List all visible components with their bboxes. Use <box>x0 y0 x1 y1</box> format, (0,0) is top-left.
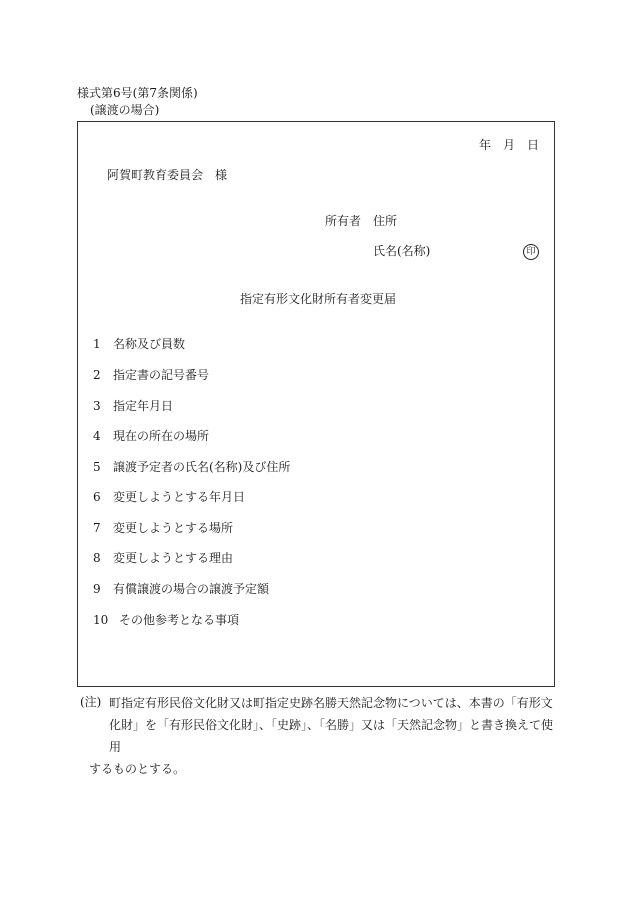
item-label: 変更しようとする理由 <box>113 551 234 565</box>
list-item <box>93 521 233 535</box>
list-item <box>93 399 173 413</box>
item-label: 変更しようとする場所 <box>113 521 234 535</box>
item-label: 譲渡予定者の氏名(名称)及び住所 <box>113 460 291 474</box>
list-item <box>93 613 239 627</box>
item-label: 名称及び員数 <box>113 337 186 351</box>
list-item <box>93 490 245 504</box>
item-number: 5 <box>93 460 101 474</box>
addressee: 阿賀町教育委員会 様 <box>107 168 228 182</box>
item-label: 指定書の記号番号 <box>113 368 210 382</box>
list-item <box>93 460 290 474</box>
owner-address-label: 所有者 住所 <box>325 214 398 228</box>
item-number: 7 <box>93 521 101 535</box>
list-item <box>93 368 209 382</box>
item-number: 4 <box>93 429 101 443</box>
list-item <box>93 429 209 443</box>
item-label: 現在の所在の場所 <box>113 429 210 443</box>
item-number: 6 <box>93 490 101 504</box>
form-title: 指定有形文化財所有者変更届 <box>240 292 397 306</box>
seal-mark: 印 <box>523 244 539 260</box>
item-label: 有償譲渡の場合の譲渡予定額 <box>113 582 270 596</box>
note-text <box>89 692 557 780</box>
item-number: 8 <box>93 551 101 565</box>
date-field: 年 月 日 <box>479 138 540 152</box>
item-number: 3 <box>93 399 101 413</box>
form-number: 様式第6号(第7条関係) <box>77 86 198 100</box>
item-number: 9 <box>93 582 101 596</box>
item-label: 変更しようとする年月日 <box>113 490 246 504</box>
note-line-3: するものとする。 <box>89 762 186 776</box>
note-label: (注) <box>80 695 102 709</box>
list-item <box>93 337 185 351</box>
item-number: 1 <box>93 337 101 351</box>
owner-name-label: 氏名(名称) <box>373 244 431 258</box>
list-item <box>93 551 233 565</box>
item-label: その他参考となる事項 <box>119 613 240 627</box>
list-item <box>93 582 269 596</box>
note-line-2: 化財」を「有形民俗文化財」、「史跡」、「名勝」又は「天然記念物」と書き換えて使用 <box>109 718 554 754</box>
note-line-1: 町指定有形民俗文化財又は町指定史跡名勝天然記念物については、本書の「有形文 <box>109 696 553 710</box>
item-number: 10 <box>93 613 109 627</box>
item-number: 2 <box>93 368 101 382</box>
item-label: 指定年月日 <box>113 399 174 413</box>
case-label: (譲渡の場合) <box>90 103 160 117</box>
